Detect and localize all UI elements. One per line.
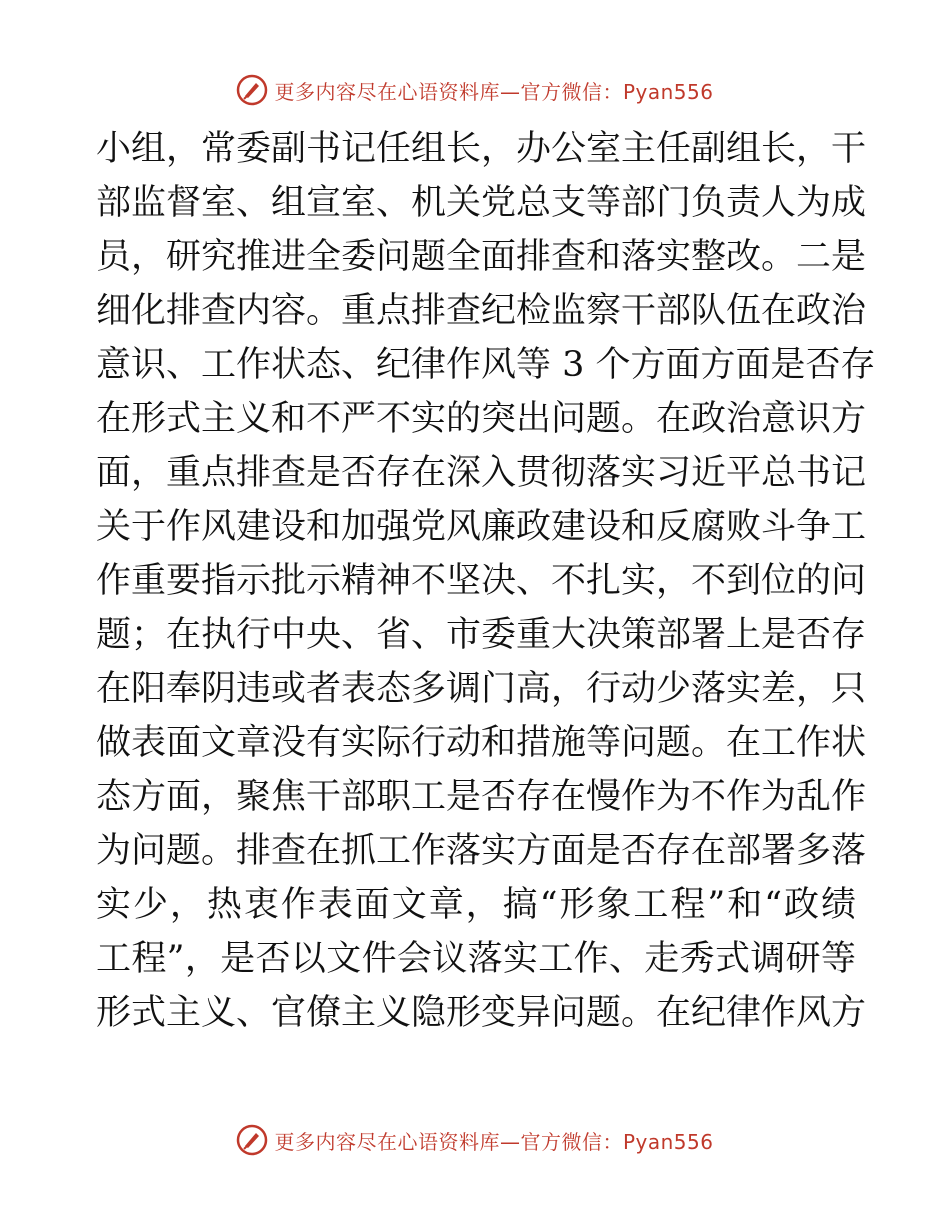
text-line: 作重要指示批示精神不坚决、不扎实，不到位的问 — [96, 561, 867, 601]
text-line: 细化排查内容。重点排查纪检监察干部队伍在政治 — [96, 291, 867, 331]
header-banner-text: 更多内容尽在心语资料库—官方微信：Pyan556 — [274, 79, 714, 104]
text-line: 态方面，聚焦干部职工是否存在慢作为不作为乱作 — [96, 777, 867, 817]
text-line: 为问题。排查在抓工作落实方面是否存在部署多落 — [96, 831, 867, 871]
header-banner — [0, 72, 950, 108]
text-line: 面，重点排查是否存在深入贯彻落实习近平总书记 — [96, 453, 867, 493]
text-line: 意识、工作状态、纪律作风等 3 个方面方面是否存 — [96, 345, 876, 385]
footer-banner-text: 更多内容尽在心语资料库—官方微信：Pyan556 — [274, 1129, 714, 1154]
text-line: 部监督室、组宣室、机关党总支等部门负责人为成 — [96, 183, 867, 223]
text-line: 题；在执行中央、省、市委重大决策部署上是否存 — [96, 615, 867, 655]
text-line: 小组，常委副书记任组长，办公室主任副组长，干 — [96, 129, 867, 169]
text-line: 形式主义、官僚主义隐形变异问题。在纪律作风方 — [96, 993, 867, 1033]
text-line: 工程”，是否以文件会议落实工作、走秀式调研等 — [96, 939, 856, 979]
text-line: 实少，热衷作表面文章，搞“形象工程”和“政绩 — [96, 885, 856, 925]
text-line: 做表面文章没有实际行动和措施等问题。在工作状 — [96, 723, 867, 763]
document-body — [96, 122, 876, 1040]
quill-pen-logo-icon — [236, 1124, 268, 1156]
text-line: 员，研究推进全委问题全面排查和落实整改。二是 — [96, 237, 867, 277]
footer-banner — [0, 1122, 950, 1158]
quill-pen-logo-icon — [236, 74, 268, 106]
text-line: 在阳奉阴违或者表态多调门高，行动少落实差，只 — [96, 669, 867, 709]
text-line: 在形式主义和不严不实的突出问题。在政治意识方 — [96, 399, 867, 439]
text-line: 关于作风建设和加强党风廉政建设和反腐败斗争工 — [96, 507, 867, 547]
